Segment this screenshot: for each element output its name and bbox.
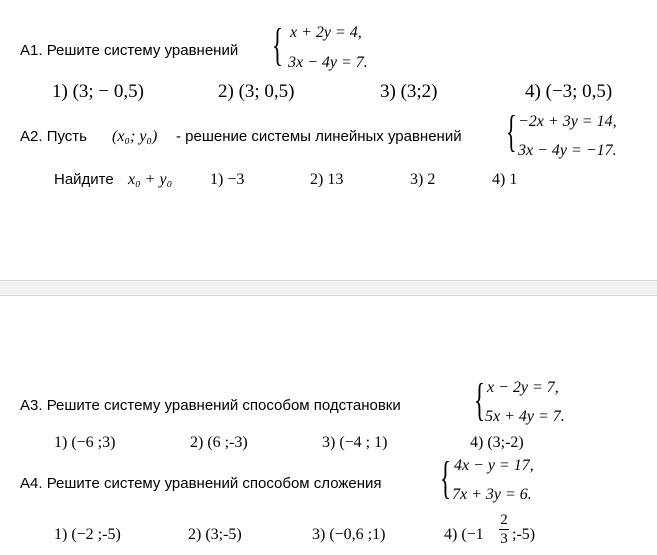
a1-label: A1.	[20, 42, 43, 59]
a4-option-3: 3) (−0,6 ;1)	[312, 526, 386, 543]
a4-option-4-denominator: 3	[500, 531, 508, 547]
a4-option-4-fraction	[497, 512, 511, 547]
page-separator	[0, 280, 657, 296]
a4-prompt: Решите систему уравнений способом сложения	[46, 475, 382, 492]
a2-solution-pair: (x₀; y₀)	[112, 128, 158, 145]
a2-prompt-start: Пусть	[46, 128, 87, 145]
a2-find-label: Найдите	[54, 171, 114, 188]
a1-option-1: 1) (3; − 0,5)	[52, 81, 144, 102]
a2-prompt-end: - решение системы линейных уравнений	[176, 128, 462, 145]
a2-label: A2.	[20, 128, 43, 145]
worksheet-page-2	[0, 296, 657, 555]
a2-option-1: 1) −3	[210, 171, 245, 188]
a2-question	[20, 128, 87, 146]
a3-equation-1: x − 2y = 7,	[487, 379, 559, 396]
a2-option-4: 4) 1	[492, 171, 518, 188]
a4-label: A4.	[20, 475, 43, 492]
a3-option-4: 4) (3;-2)	[470, 434, 524, 451]
a2-option-2: 2) 13	[310, 171, 344, 188]
a2-system-brace: {	[506, 107, 517, 156]
a2-equation-1: −2x + 3y = 14,	[518, 113, 617, 130]
a1-question	[20, 42, 238, 60]
a1-option-3: 3) (3;2)	[380, 81, 438, 102]
a4-option-4-prefix: 4) (−1	[444, 526, 484, 543]
a4-option-4-suffix: ;-5)	[512, 526, 536, 543]
a1-option-4: 4) (−3; 0,5)	[525, 81, 613, 102]
a4-equation-1: 4x − y = 17,	[454, 457, 534, 474]
a3-equation-2: 5x + 4y = 7.	[485, 408, 565, 425]
a3-label: A3.	[20, 397, 43, 414]
a1-system-brace: {	[272, 19, 284, 70]
a4-option-4	[444, 526, 484, 544]
a2-equation-2: 3x − 4y = −17.	[518, 142, 617, 159]
a3-option-1: 1) (−6 ;3)	[54, 434, 116, 451]
a3-option-3: 3) (−4 ; 1)	[322, 434, 388, 451]
a3-option-2: 2) (6 ;-3)	[190, 434, 248, 451]
a4-system-brace: {	[440, 452, 452, 503]
a4-option-1: 1) (−2 ;-5)	[54, 526, 121, 543]
a4-option-4-numerator: 2	[500, 512, 508, 528]
a2-option-3: 3) 2	[410, 171, 436, 188]
a4-equation-2: 7x + 3y = 6.	[452, 486, 532, 503]
a4-option-2: 2) (3;-5)	[188, 526, 242, 543]
a3-prompt: Решите систему уравнений способом подстановки	[46, 397, 401, 414]
a1-equation-1: x + 2y = 4,	[290, 24, 362, 41]
a4-question	[20, 475, 382, 493]
a1-prompt: Решите систему уравнений	[46, 42, 239, 59]
a1-equation-2: 3x − 4y = 7.	[288, 54, 368, 71]
a2-expression: x₀ + y₀	[128, 171, 173, 188]
a3-system-brace: {	[474, 374, 486, 425]
fraction-bar	[499, 529, 509, 530]
a3-question	[20, 397, 401, 415]
a1-option-2: 2) (3; 0,5)	[218, 81, 295, 102]
